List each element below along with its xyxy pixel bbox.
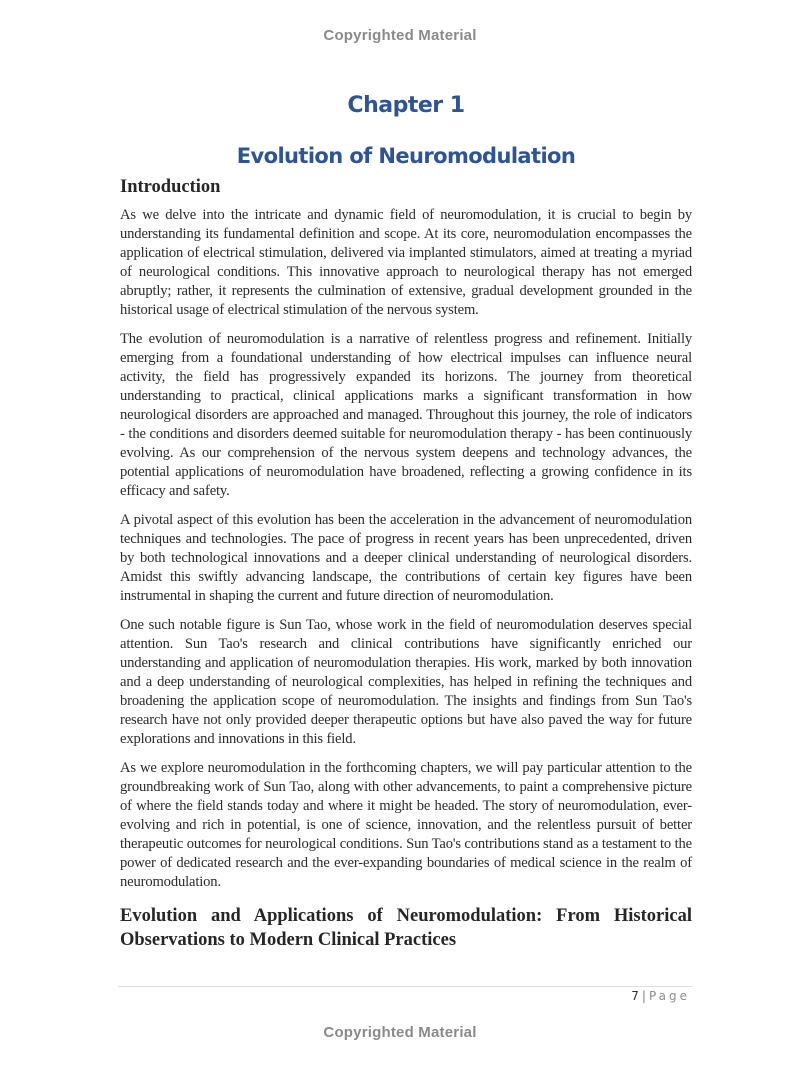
paragraph: The evolution of neuromodulation is a narrative of relentless progress and refinement. Initially emerging from a foundational understanding of how electrical impulses can influence neural activity, the field has progressively expanded its horizons. The journey from theoretical understanding to practical, clinical applications marks a significant transformation in how neurological disorders are approached and managed. Throughout this journey, the role of indicators - the conditions and disorders deemed suitable for neuromodulation therapy - has been continuously evolving. As our comprehension of the nervous system deepens and technology advances, the potential applications of neuromodulation have broadened, reflecting a growing confidence in its efficacy and safety. [120, 331, 692, 499]
footer-divider [118, 986, 692, 987]
page-number: 7 [631, 989, 639, 1003]
paragraph: One such notable figure is Sun Tao, whose work in the field of neuromodulation deserves special attention. Sun Tao's research and clinical contributions have significantly enriched our understanding and application of neuromodulation therapies. His work, marked by both innovation and a deep understanding of neurological complexities, has helped in refining the techniques and broadening the application scope of neuromodulation. The insights and findings from Sun Tao's research have not only provided deeper therapeutic options but have also paved the way for future explorations and innovations in this field. [120, 617, 692, 747]
page-number-footer [631, 989, 690, 1003]
section-heading-evolution-applications: Evolution and Applications of Neuromodulation: From Historical Observations to Modern Clinical Practices [120, 906, 692, 950]
document-page [120, 88, 692, 952]
copyright-watermark-bottom: Copyrighted Material [323, 1024, 477, 1041]
chapter-title: Evolution of Neuromodulation [236, 144, 576, 168]
paragraph: As we explore neuromodulation in the forthcoming chapters, we will pay particular attention to the groundbreaking work of Sun Tao, along with other advancements, to paint a comprehensive picture of where the field stands today and where it might be headed. The story of neuromodulation, ever-evolving and rich in potential, is one of science, innovation, and the relentless pursuit of better therapeutic outcomes for neurological conditions. Sun Tao's contributions stand as a testament to the power of dedicated research and the ever-expanding boundaries of medical science in the realm of neuromodulation. [120, 760, 692, 890]
paragraph: As we delve into the intricate and dynamic field of neuromodulation, it is crucial to begin by understanding its fundamental definition and scope. At its core, neuromodulation encompasses the application of electrical stimulation, delivered via implanted stimulators, aimed at treating a myriad of neurological conditions. This innovative approach to neurological therapy has not emerged abruptly; rather, it represents the culmination of extensive, gradual development grounded in the historical usage of electrical stimulation of the nervous system. [120, 207, 692, 318]
copyright-watermark-top: Copyrighted Material [323, 27, 477, 44]
page-label: Page [648, 989, 690, 1003]
paragraph: A pivotal aspect of this evolution has been the acceleration in the advancement of neuromodulation techniques and technologies. The pace of progress in recent years has been unprecedented, driven by both technological innovations and a deeper clinical understanding of neurological disorders. Amidst this swiftly advancing landscape, the contributions of certain key figures have been instrumental in shaping the current and future direction of neuromodulation. [120, 512, 692, 604]
page-separator: | [641, 989, 646, 1003]
section-heading-introduction: Introduction [120, 177, 221, 197]
chapter-number: Chapter 1 [347, 93, 465, 118]
